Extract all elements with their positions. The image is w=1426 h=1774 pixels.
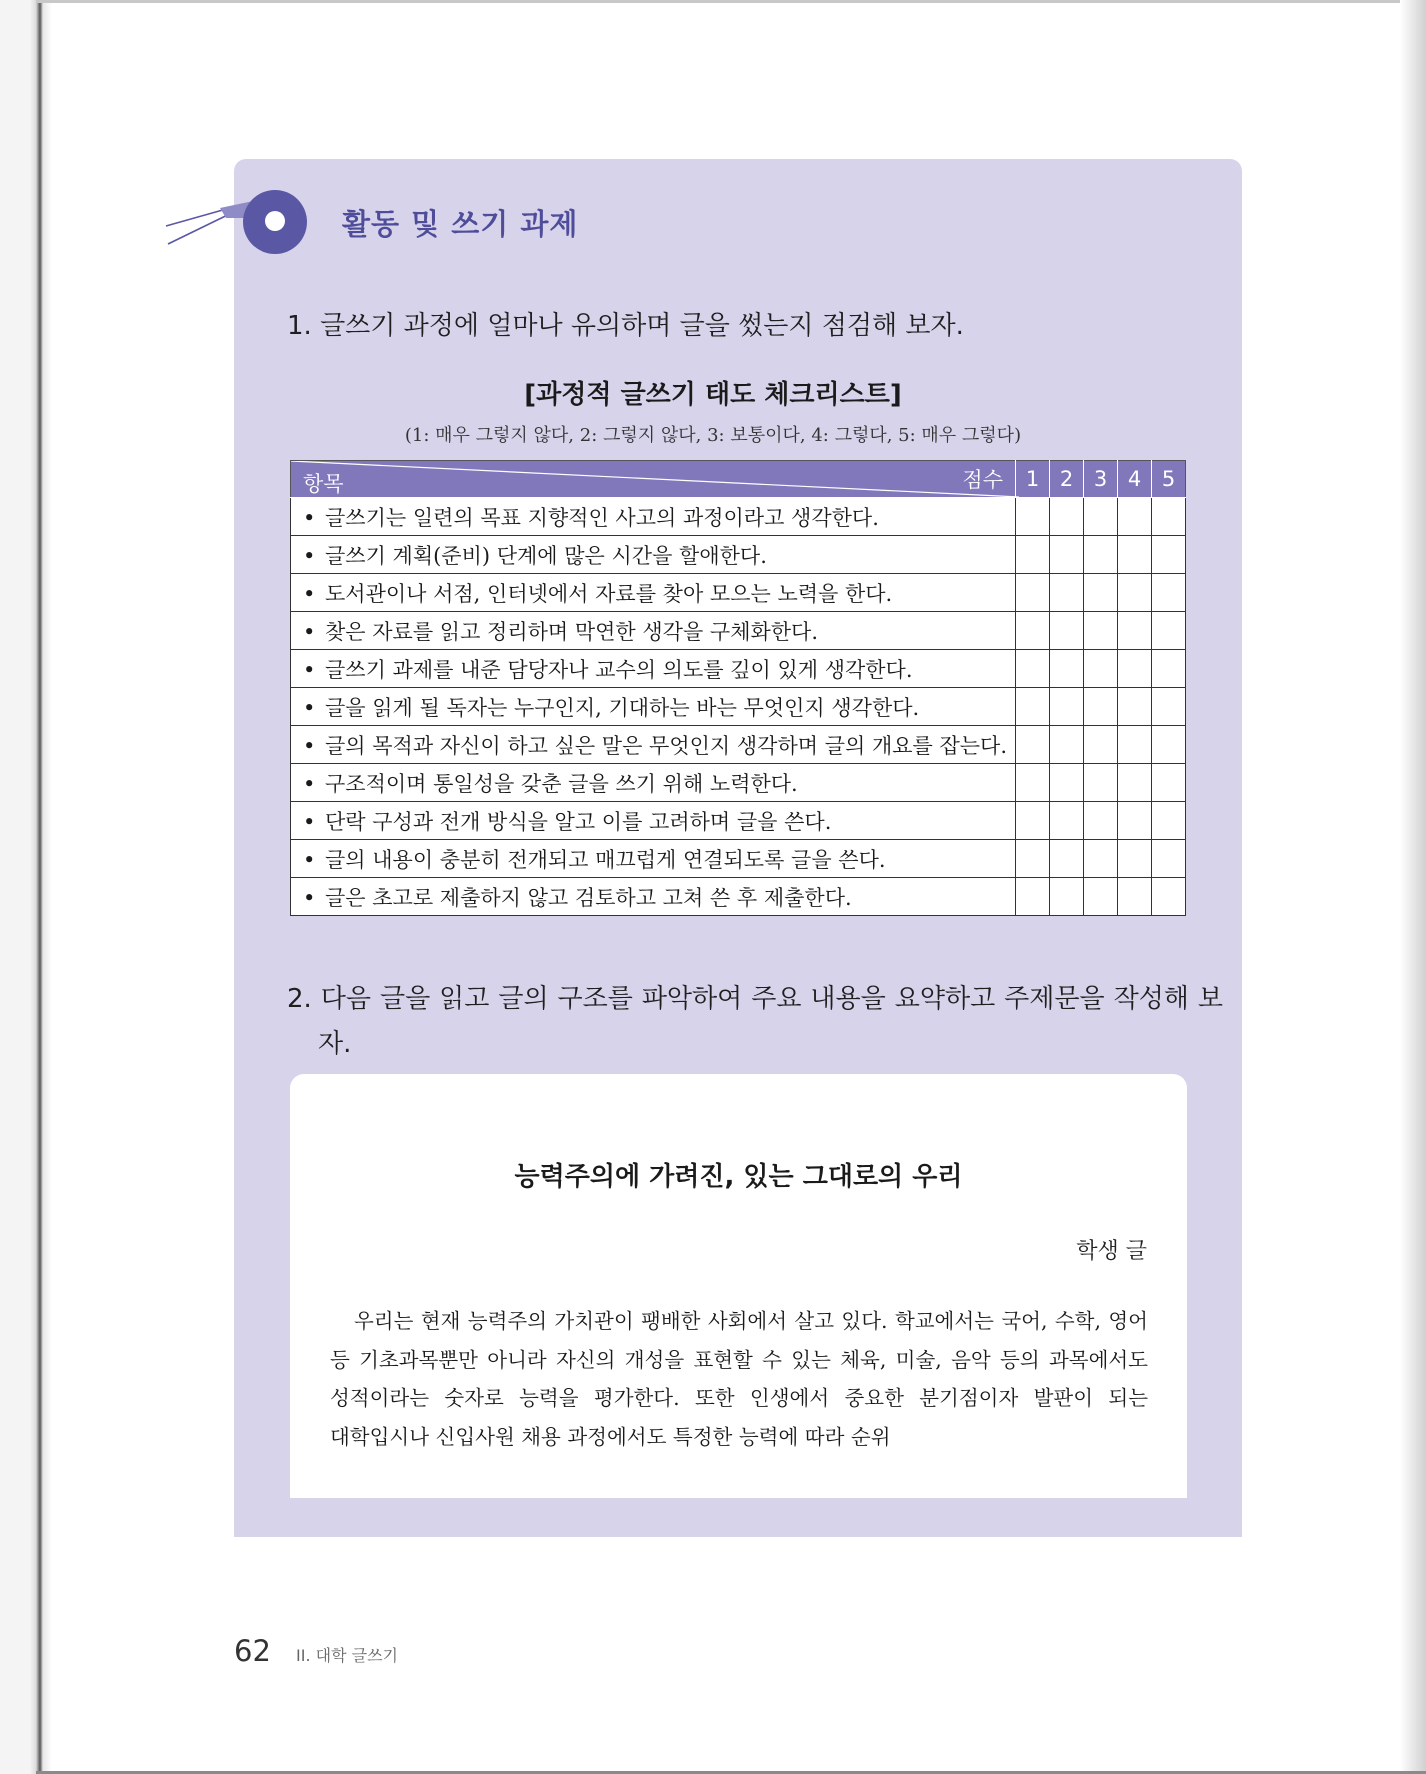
score-cell-3[interactable]	[1084, 612, 1118, 650]
question-1: 1. 글쓰기 과정에 얼마나 유의하며 글을 썼는지 점검해 보자.	[287, 311, 964, 341]
checklist-header-row	[291, 461, 1186, 498]
score-cell-3[interactable]	[1084, 726, 1118, 764]
score-cell-1[interactable]	[1016, 878, 1050, 916]
score-cell-3[interactable]	[1084, 802, 1118, 840]
bullet-icon: •	[303, 543, 316, 568]
bullet-icon: •	[303, 771, 316, 796]
page-top-edge	[36, 0, 1426, 3]
checklist-item-text: 단락 구성과 전개 방식을 알고 이를 고려하며 글을 쓴다.	[325, 809, 832, 834]
score-cell-2[interactable]	[1050, 650, 1084, 688]
score-cell-2[interactable]	[1050, 802, 1084, 840]
score-col-2: 2	[1050, 461, 1084, 498]
bullet-icon: •	[303, 695, 316, 720]
score-cell-4[interactable]	[1118, 764, 1152, 802]
checklist-item-text: 글의 목적과 자신이 하고 싶은 말은 무엇인지 생각하며 글의 개요를 잡는다.	[325, 733, 1008, 758]
score-cell-1[interactable]	[1016, 650, 1050, 688]
score-cell-4[interactable]	[1118, 536, 1152, 574]
score-cell-3[interactable]	[1084, 878, 1118, 916]
checklist-table	[290, 460, 1186, 916]
checklist-item	[291, 802, 1016, 840]
score-cell-4[interactable]	[1118, 574, 1152, 612]
score-cell-1[interactable]	[1016, 764, 1050, 802]
bullet-icon: •	[303, 581, 316, 606]
score-cell-3[interactable]	[1084, 764, 1118, 802]
score-cell-1[interactable]	[1016, 612, 1050, 650]
score-cell-3[interactable]	[1084, 536, 1118, 574]
score-cell-5[interactable]	[1152, 498, 1186, 536]
checklist-item-text: 찾은 자료를 읽고 정리하며 막연한 생각을 구체화한다.	[325, 619, 819, 644]
score-col-3: 3	[1084, 461, 1118, 498]
score-cell-5[interactable]	[1152, 612, 1186, 650]
page-right-edge	[1400, 0, 1426, 1774]
header-score-label: 점수	[962, 468, 1003, 492]
score-cell-4[interactable]	[1118, 498, 1152, 536]
checklist-item-text: 글은 초고로 제출하지 않고 검토하고 고쳐 쓴 후 제출한다.	[325, 885, 852, 910]
checklist-row	[291, 574, 1186, 612]
checklist-item	[291, 650, 1016, 688]
score-cell-4[interactable]	[1118, 878, 1152, 916]
checklist-item	[291, 688, 1016, 726]
checklist-item	[291, 840, 1016, 878]
header-item-label: 항목	[303, 472, 344, 496]
scale-note: (1: 매우 그렇지 않다, 2: 그렇지 않다, 3: 보통이다, 4: 그렇다, 5: 매우 그렇다)	[404, 425, 1022, 446]
bullet-icon: •	[303, 809, 316, 834]
score-cell-2[interactable]	[1050, 536, 1084, 574]
checklist-item-text: 글의 내용이 충분히 전개되고 매끄럽게 연결되도록 글을 쓴다.	[325, 847, 886, 872]
diagonal-divider	[291, 461, 1019, 497]
checklist-item-text: 글쓰기는 일련의 목표 지향적인 사고의 과정이라고 생각한다.	[325, 505, 879, 530]
checklist-item-text: 글을 읽게 될 독자는 누구인지, 기대하는 바는 무엇인지 생각한다.	[325, 695, 920, 720]
checklist-row	[291, 612, 1186, 650]
tag-ring-icon	[243, 190, 307, 254]
score-cell-1[interactable]	[1016, 802, 1050, 840]
checklist-row	[291, 726, 1186, 764]
checklist-row	[291, 840, 1186, 878]
score-cell-5[interactable]	[1152, 878, 1186, 916]
score-cell-2[interactable]	[1050, 688, 1084, 726]
score-cell-2[interactable]	[1050, 878, 1084, 916]
score-cell-5[interactable]	[1152, 726, 1186, 764]
bullet-icon: •	[303, 847, 316, 872]
score-cell-4[interactable]	[1118, 802, 1152, 840]
checklist-row	[291, 498, 1186, 536]
checklist-item	[291, 878, 1016, 916]
section-title: 활동 및 쓰기 과제	[342, 207, 579, 241]
bullet-icon: •	[303, 885, 316, 910]
score-col-1: 1	[1016, 461, 1050, 498]
checklist-row	[291, 688, 1186, 726]
score-cell-4[interactable]	[1118, 612, 1152, 650]
score-cell-2[interactable]	[1050, 498, 1084, 536]
checklist-row	[291, 764, 1186, 802]
score-cell-2[interactable]	[1050, 574, 1084, 612]
reading-passage-box	[290, 1074, 1187, 1498]
score-cell-5[interactable]	[1152, 536, 1186, 574]
score-cell-5[interactable]	[1152, 574, 1186, 612]
score-cell-5[interactable]	[1152, 650, 1186, 688]
page-number: 62	[234, 1634, 271, 1668]
bullet-icon: •	[303, 733, 316, 758]
score-cell-4[interactable]	[1118, 840, 1152, 878]
bullet-icon: •	[303, 657, 316, 682]
score-cell-3[interactable]	[1084, 498, 1118, 536]
score-col-5: 5	[1152, 461, 1186, 498]
score-cell-2[interactable]	[1050, 612, 1084, 650]
score-cell-4[interactable]	[1118, 650, 1152, 688]
score-cell-4[interactable]	[1118, 726, 1152, 764]
checklist-item	[291, 498, 1016, 536]
score-cell-5[interactable]	[1152, 688, 1186, 726]
reading-author: 학생 글	[1076, 1239, 1147, 1264]
score-cell-5[interactable]	[1152, 802, 1186, 840]
running-head: II. 대학 글쓰기	[296, 1646, 398, 1665]
score-cell-3[interactable]	[1084, 840, 1118, 878]
score-cell-2[interactable]	[1050, 726, 1084, 764]
checklist-row	[291, 536, 1186, 574]
score-cell-1[interactable]	[1016, 688, 1050, 726]
score-col-4: 4	[1118, 461, 1152, 498]
checklist-item	[291, 536, 1016, 574]
checklist-item-text: 글쓰기 계획(준비) 단계에 많은 시간을 할애한다.	[325, 543, 767, 568]
checklist-item	[291, 764, 1016, 802]
checklist-row	[291, 650, 1186, 688]
score-cell-4[interactable]	[1118, 688, 1152, 726]
item-score-header	[291, 461, 1016, 498]
score-cell-3[interactable]	[1084, 688, 1118, 726]
score-cell-3[interactable]	[1084, 650, 1118, 688]
checklist-item-text: 도서관이나 서점, 인터넷에서 자료를 찾아 모으는 노력을 한다.	[325, 581, 893, 606]
checklist-title: [과정적 글쓰기 태도 체크리스트]	[524, 380, 902, 410]
checklist-row	[291, 802, 1186, 840]
score-cell-1[interactable]	[1016, 840, 1050, 878]
checklist-item-text: 글쓰기 과제를 내준 담당자나 교수의 의도를 깊이 있게 생각한다.	[325, 657, 913, 682]
question-2: 2. 다음 글을 읽고 글의 구조를 파악하여 주요 내용을 요약하고 주제문을 작성해 보자.	[287, 984, 1223, 1059]
score-cell-1[interactable]	[1016, 498, 1050, 536]
checklist-item	[291, 612, 1016, 650]
page-binding-edge	[0, 0, 52, 1774]
checklist-item	[291, 574, 1016, 612]
checklist-item-text: 구조적이며 통일성을 갖춘 글을 쓰기 위해 노력한다.	[325, 771, 798, 796]
reading-body: 우리는 현재 능력주의 가치관이 팽배한 사회에서 살고 있다. 학교에서는 국어, 수학, 영어 등 기초과목뿐만 아니라 자신의 개성을 표현할 수 있는 체육, 미술, 음악 등의 과목에서도 성적이라는 숫자로 능력을 평가한다. 또한 인생에서 중요한 분기점이자 발판이 되는 대학입시나 신입사원 채용 과정에서도 특정한 능력에 따라 순위	[330, 1309, 1148, 1449]
score-cell-3[interactable]	[1084, 574, 1118, 612]
score-cell-1[interactable]	[1016, 574, 1050, 612]
score-cell-1[interactable]	[1016, 726, 1050, 764]
checklist-row	[291, 878, 1186, 916]
reading-title: 능력주의에 가려진, 있는 그대로의 우리	[514, 1162, 963, 1192]
score-cell-5[interactable]	[1152, 840, 1186, 878]
score-cell-5[interactable]	[1152, 764, 1186, 802]
score-cell-2[interactable]	[1050, 764, 1084, 802]
bullet-icon: •	[303, 619, 316, 644]
score-cell-2[interactable]	[1050, 840, 1084, 878]
bullet-icon: •	[303, 505, 316, 530]
checklist-item	[291, 726, 1016, 764]
score-cell-1[interactable]	[1016, 536, 1050, 574]
